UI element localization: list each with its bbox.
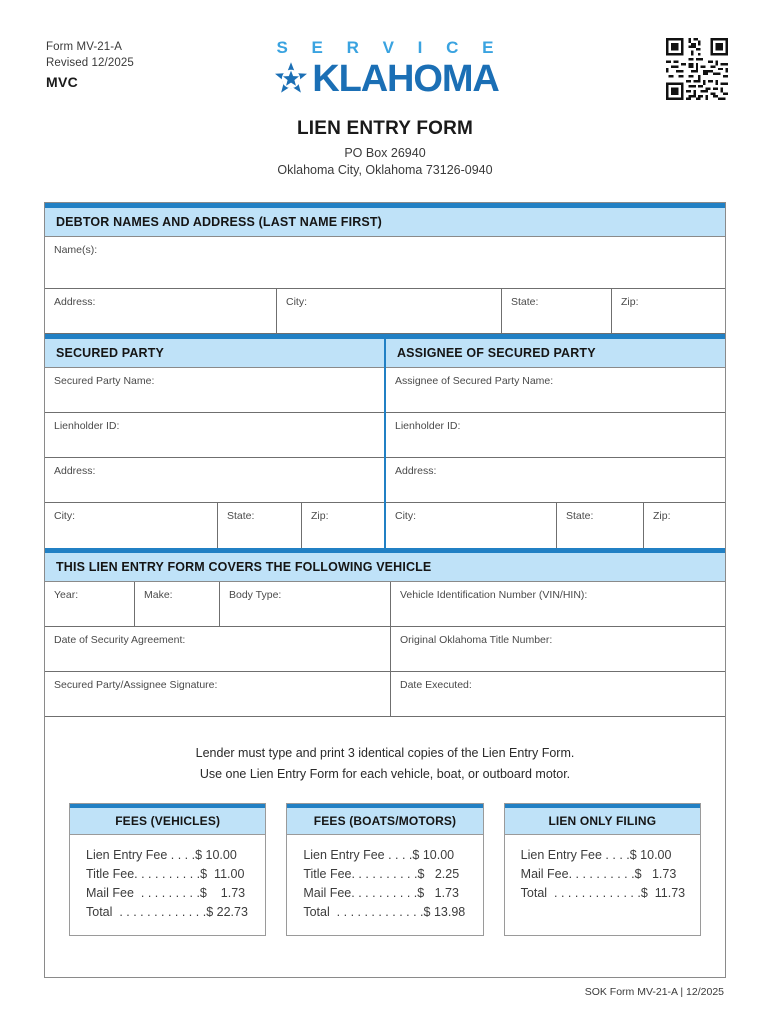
fee-box-lien-only-title: LIEN ONLY FILING bbox=[505, 808, 700, 835]
secured-party-lienholder-id-field[interactable]: Lienholder ID: bbox=[45, 413, 384, 458]
debtor-section-heading: DEBTOR NAMES AND ADDRESS (LAST NAME FIRST) bbox=[45, 208, 725, 237]
snowflake-starburst-icon bbox=[271, 59, 311, 99]
fee-line bbox=[521, 846, 700, 865]
logo-service-text: S E R V I C E bbox=[276, 38, 503, 57]
fee-box-boats-motors-lines bbox=[287, 835, 482, 935]
vehicle-vin-field[interactable]: Vehicle Identification Number (VIN/HIN): bbox=[391, 582, 725, 627]
vehicle-agreement-row bbox=[45, 627, 725, 672]
fee-line-total bbox=[86, 903, 265, 922]
fee-box-vehicles-title: FEES (VEHICLES) bbox=[70, 808, 265, 835]
fee-amount: $ 1.73 bbox=[199, 886, 246, 900]
fee-amount: $ 1.73 bbox=[417, 886, 459, 900]
date-executed-field[interactable]: Date Executed: bbox=[391, 672, 725, 717]
fee-label: Total . . . . . . . . . . . . . bbox=[520, 886, 641, 900]
fee-label: Mail Fee . . . . . . . . . bbox=[86, 886, 200, 900]
fee-label: Total . . . . . . . . . . . . . bbox=[86, 905, 207, 919]
vehicle-body-type-field[interactable]: Body Type: bbox=[220, 582, 391, 627]
instructions-block bbox=[45, 717, 725, 799]
fee-amount: $ 2.25 bbox=[417, 867, 460, 881]
secured-party-city-field[interactable]: City: bbox=[45, 503, 218, 548]
form-title-block bbox=[0, 118, 770, 179]
secured-party-address-field[interactable]: Address: bbox=[45, 458, 384, 503]
fee-amount: $ 13.98 bbox=[423, 905, 466, 919]
fee-label: Mail Fee. . . . . . . . . . bbox=[520, 867, 635, 881]
page-title: LIEN ENTRY FORM bbox=[296, 118, 474, 139]
fee-box-vehicles bbox=[69, 803, 266, 936]
debtor-city-field[interactable]: City: bbox=[277, 289, 502, 334]
fee-line bbox=[521, 865, 700, 884]
assignee-city-state-zip-row bbox=[386, 503, 725, 548]
fee-amount: $ 11.00 bbox=[200, 867, 245, 881]
fee-line bbox=[303, 846, 482, 865]
debtor-state-field[interactable]: State: bbox=[502, 289, 612, 334]
assignee-heading: ASSIGNEE OF SECURED PARTY bbox=[386, 339, 725, 368]
fee-box-boats-motors-title: FEES (BOATS/MOTORS) bbox=[287, 808, 482, 835]
page-header bbox=[0, 0, 770, 178]
assignee-name-field[interactable]: Assignee of Secured Party Name: bbox=[386, 368, 725, 413]
fee-box-lien-only-lines bbox=[505, 835, 700, 921]
fee-label: Total . . . . . . . . . . . . . bbox=[303, 905, 424, 919]
fee-label: Title Fee. . . . . . . . . . bbox=[86, 867, 201, 881]
vehicle-identity-row bbox=[45, 582, 725, 627]
vehicle-section-heading: THIS LIEN ENTRY FORM COVERS THE FOLLOWING VEHICLE bbox=[45, 553, 725, 582]
secured-party-name-field[interactable]: Secured Party Name: bbox=[45, 368, 384, 413]
instructions-line-2: Use one Lien Entry Form for each vehicle, boat, or outboard motor. bbox=[199, 767, 571, 781]
fee-label: Lien Entry Fee . . . . bbox=[86, 848, 196, 862]
page-footer: SOK Form MV-21-A | 12/2025 bbox=[584, 986, 724, 998]
form-body bbox=[44, 202, 726, 978]
logo-oklahoma-lockup bbox=[271, 59, 499, 99]
debtor-address-field[interactable]: Address: bbox=[45, 289, 277, 334]
fee-amount: $ 10.00 bbox=[629, 848, 672, 862]
vehicle-make-field[interactable]: Make: bbox=[135, 582, 220, 627]
debtor-names-field[interactable]: Name(s): bbox=[45, 237, 725, 289]
fee-label: Mail Fee. . . . . . . . . . bbox=[303, 886, 418, 900]
fee-box-lien-only-filing bbox=[504, 803, 701, 936]
assignee-column bbox=[386, 339, 725, 548]
security-agreement-date-field[interactable]: Date of Security Agreement: bbox=[45, 627, 391, 672]
fee-amount: $ 1.73 bbox=[634, 867, 677, 881]
fee-line bbox=[303, 865, 482, 884]
fee-label: Lien Entry Fee . . . . bbox=[303, 848, 413, 862]
division-code: MVC bbox=[46, 74, 79, 90]
fee-amount: $ 11.73 bbox=[640, 886, 686, 900]
form-number: Form MV-21-A bbox=[46, 41, 122, 53]
fee-box-vehicles-lines bbox=[70, 835, 265, 935]
fee-amount: $ 22.73 bbox=[206, 905, 248, 919]
debtor-zip-field[interactable]: Zip: bbox=[612, 289, 725, 334]
mailing-address-line-1: PO Box 26940 bbox=[344, 146, 426, 160]
secured-party-state-field[interactable]: State: bbox=[218, 503, 302, 548]
mailing-address-line-2: Oklahoma City, Oklahoma 73126-0940 bbox=[277, 163, 493, 177]
secured-party-city-state-zip-row bbox=[45, 503, 384, 548]
fee-line bbox=[86, 846, 265, 865]
fee-label: Title Fee. . . . . . . . . . bbox=[303, 867, 418, 881]
assignee-state-field[interactable]: State: bbox=[557, 503, 644, 548]
assignee-address-field[interactable]: Address: bbox=[386, 458, 725, 503]
assignee-zip-field[interactable]: Zip: bbox=[653, 510, 671, 522]
secured-party-heading: SECURED PARTY bbox=[45, 339, 384, 368]
fee-line-total bbox=[303, 903, 482, 922]
debtor-names-row bbox=[45, 237, 725, 289]
fee-label: Lien Entry Fee . . . . bbox=[520, 848, 630, 862]
service-oklahoma-logo bbox=[0, 38, 770, 104]
fee-amount: $ 10.00 bbox=[195, 848, 237, 862]
vehicle-year-field[interactable]: Year: bbox=[45, 582, 135, 627]
secured-party-assignee-block bbox=[45, 339, 725, 548]
qr-code-icon bbox=[666, 38, 728, 100]
fee-line bbox=[303, 884, 482, 903]
form-revision-date: Revised 12/2025 bbox=[46, 56, 134, 69]
fee-boxes bbox=[45, 799, 725, 936]
logo-oklahoma-text: KLAHOMA bbox=[312, 58, 499, 100]
assignee-city-field[interactable]: City: bbox=[386, 503, 557, 548]
fee-line-total bbox=[521, 884, 700, 903]
vehicle-signature-row bbox=[45, 672, 725, 717]
secured-party-signature-field[interactable]: Secured Party/Assignee Signature: bbox=[45, 672, 391, 717]
instructions-line-1: Lender must type and print 3 identical copies of the Lien Entry Form. bbox=[195, 746, 575, 760]
fee-line bbox=[86, 865, 265, 884]
fee-amount: $ 10.00 bbox=[412, 848, 455, 862]
secured-party-zip-field[interactable]: Zip: bbox=[311, 510, 329, 522]
assignee-lienholder-id-field[interactable]: Lienholder ID: bbox=[386, 413, 725, 458]
debtor-address-row bbox=[45, 289, 725, 334]
original-title-number-field[interactable]: Original Oklahoma Title Number: bbox=[391, 627, 725, 672]
secured-party-column bbox=[45, 339, 386, 548]
fee-line bbox=[86, 884, 265, 903]
fee-box-boats-motors bbox=[286, 803, 483, 936]
